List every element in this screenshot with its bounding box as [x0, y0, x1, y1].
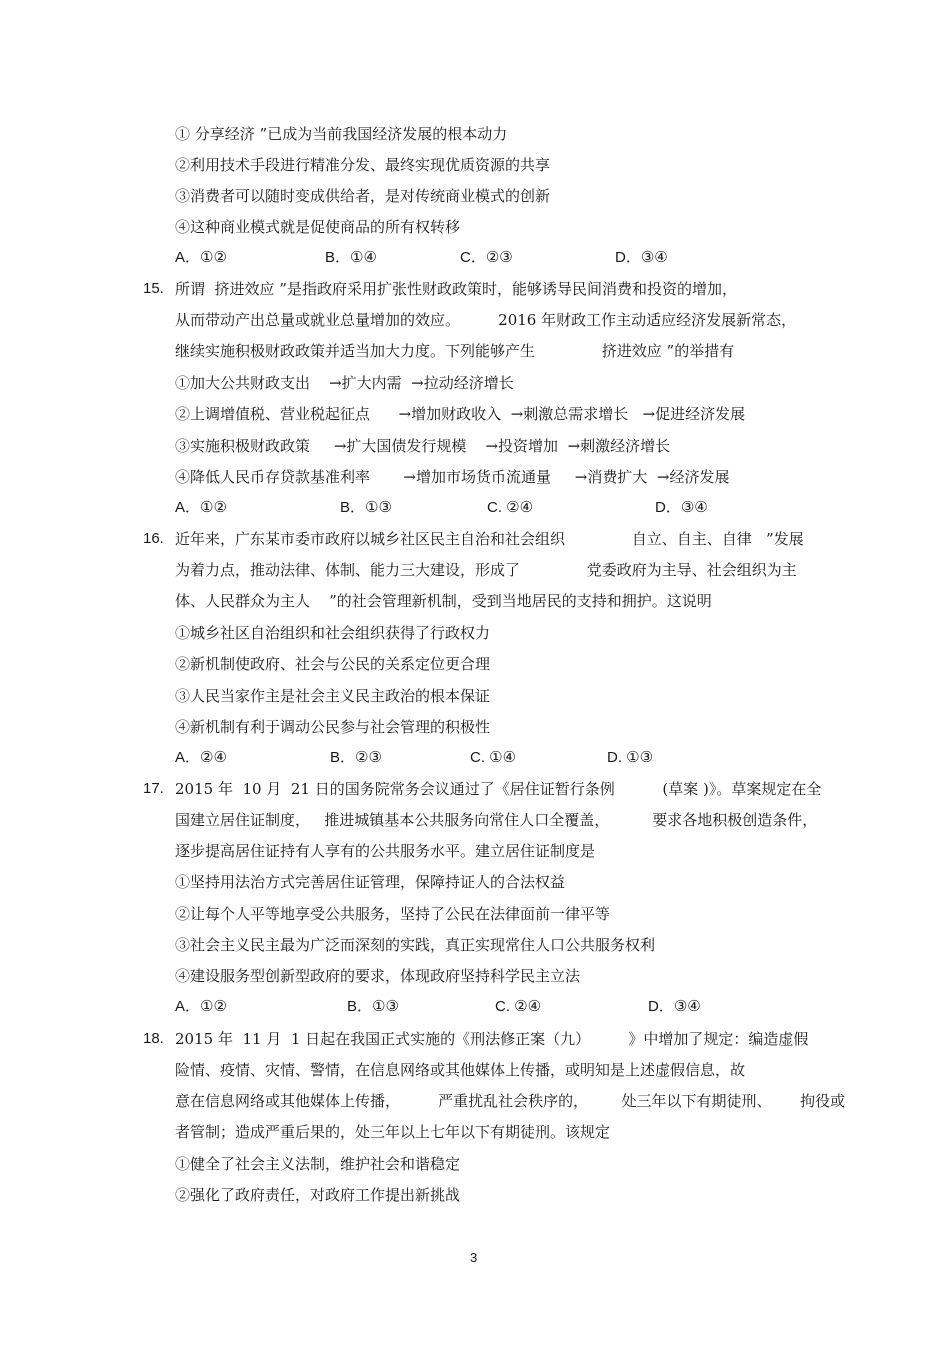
q15-choice-c: C. ②④ — [487, 499, 534, 516]
q18-option-2: ②强化了政府责任，对政府工作提出新挑战 — [175, 1186, 461, 1204]
q15-choice-a: A．①② — [175, 499, 227, 516]
q18-number: 18. — [143, 1030, 164, 1047]
q17-stem-3: 逐步提高居住证持有人享有的公共服务水平。建立居住证制度是 — [175, 842, 596, 860]
q17-choice-d: D．③④ — [648, 998, 701, 1015]
q15-option-4: ④降低人民币存贷款基准利率 →增加市场货币流通量 →消费扩大 →经济发展 — [175, 468, 730, 486]
q15-number: 15. — [143, 280, 164, 297]
q15-stem-2: 从而带动产出总量或就业总量增加的效应。 2016 年财政工作主动适应经济发展新常态， — [175, 311, 797, 329]
q18-option-1: ①健全了社会主义法制，维护社会和谐稳定 — [175, 1155, 461, 1173]
q16-option-1: ①城乡社区自治组织和社会组织获得了行政权力 — [175, 624, 491, 642]
q15-stem-1: 所谓 挤进效应 ”是指政府采用扩张性财政政策时，能够诱导民间消费和投资的增加， — [175, 280, 737, 298]
q16-option-4: ④新机制有利于调动公民参与社会管理的积极性 — [175, 718, 491, 736]
q14-option-4: ④这种商业模式就是促使商品的所有权转移 — [175, 218, 461, 236]
q14-option-3: ③消费者可以随时变成供给者，是对传统商业模式的创新 — [175, 187, 551, 205]
q16-stem-1: 近年来，广东某市委市政府以城乡社区民主自治和社会组织 自立、自主、自律 ”发展 — [175, 530, 804, 548]
q16-option-2: ②新机制使政府、社会与公民的关系定位更合理 — [175, 655, 491, 673]
q14-choice-a: A．①② — [175, 249, 227, 266]
q15-stem-3: 继续实施积极财政政策并适当加大力度。下列能够产生 挤进效应 ”的举措有 — [175, 342, 735, 360]
q17-option-4: ④建设服务型创新型政府的要求，体现政府坚持科学民主立法 — [175, 967, 581, 985]
q16-stem-3: 体、人民群众为主人 ”的社会管理新机制，受到当地居民的支持和拥护。这说明 — [175, 592, 712, 610]
q14-option-2: ②利用技术手段进行精准分发、最终实现优质资源的共享 — [175, 156, 551, 174]
q15-option-2: ②上调增值税、营业税起征点 →增加财政收入 →刺激总需求增长 →促进经济发展 — [175, 405, 746, 423]
q15-option-3: ③实施积极财政政策 →扩大国债发行规模 →投资增加 →刺激经济增长 — [175, 437, 671, 455]
q16-choice-b: B．②③ — [330, 749, 382, 766]
q16-choice-d: D. ①③ — [607, 749, 654, 766]
q16-choice-c: C. ①④ — [470, 749, 517, 766]
q14-choice-b: B．①④ — [325, 249, 377, 266]
page-number: 3 — [470, 1250, 478, 1265]
q18-stem-2: 险情、疫情、灾情、警情，在信息网络或其他媒体上传播，或明知是上述虚假信息，故 — [175, 1061, 746, 1079]
q17-number: 17. — [143, 780, 164, 797]
q15-choice-d: D．③④ — [655, 499, 708, 516]
q17-option-2: ②让每个人平等地享受公共服务，坚持了公民在法律面前一律平等 — [175, 905, 611, 923]
q17-choice-b: B．①③ — [347, 998, 399, 1015]
q17-choice-c: C. ②④ — [495, 998, 542, 1015]
q18-stem-1: 2015 年 11 月 1 日起在我国正式实施的《刑法修正案（九） 》中增加了规定：编造虚假 — [175, 1030, 809, 1048]
q17-option-3: ③社会主义民主最为广泛而深刻的实践，真正实现常住人口公共服务权利 — [175, 936, 656, 954]
q18-stem-4: 者管制；造成严重后果的，处三年以上七年以下有期徒刑。该规定 — [175, 1123, 611, 1141]
q17-stem-1: 2015 年 10 月 21 日的国务院常务会议通过了《居住证暂行条例 (草案 )》。草案规定在全 — [175, 780, 822, 798]
q17-choice-a: A．①② — [175, 998, 227, 1015]
q16-stem-2: 为着力点，推动法律、体制、能力三大建设，形成了 党委政府为主导、社会组织为主 — [175, 561, 797, 579]
q15-choice-b: B．①③ — [340, 499, 392, 516]
q14-choice-c: C．②③ — [460, 249, 513, 266]
q16-choice-a: A．②④ — [175, 749, 227, 766]
q15-option-1: ①加大公共财政支出 →扩大内需 →拉动经济增长 — [175, 374, 514, 392]
q14-choice-d: D．③④ — [615, 249, 668, 266]
q14-option-1: ① 分享经济 ”已成为当前我国经济发展的根本动力 — [175, 125, 508, 143]
q17-stem-2: 国建立居住证制度， 推进城镇基本公共服务向常住人口全覆盖， 要求各地积极创造条件， — [175, 811, 818, 829]
q18-stem-3: 意在信息网络或其他媒体上传播， 严重扰乱社会秩序的， 处三年以下有期徒刑、 拘役或 — [175, 1092, 846, 1110]
q17-option-1: ①坚持用法治方式完善居住证管理，保障持证人的合法权益 — [175, 873, 566, 891]
q16-number: 16. — [143, 530, 164, 547]
q16-option-3: ③人民当家作主是社会主义民主政治的根本保证 — [175, 687, 491, 705]
